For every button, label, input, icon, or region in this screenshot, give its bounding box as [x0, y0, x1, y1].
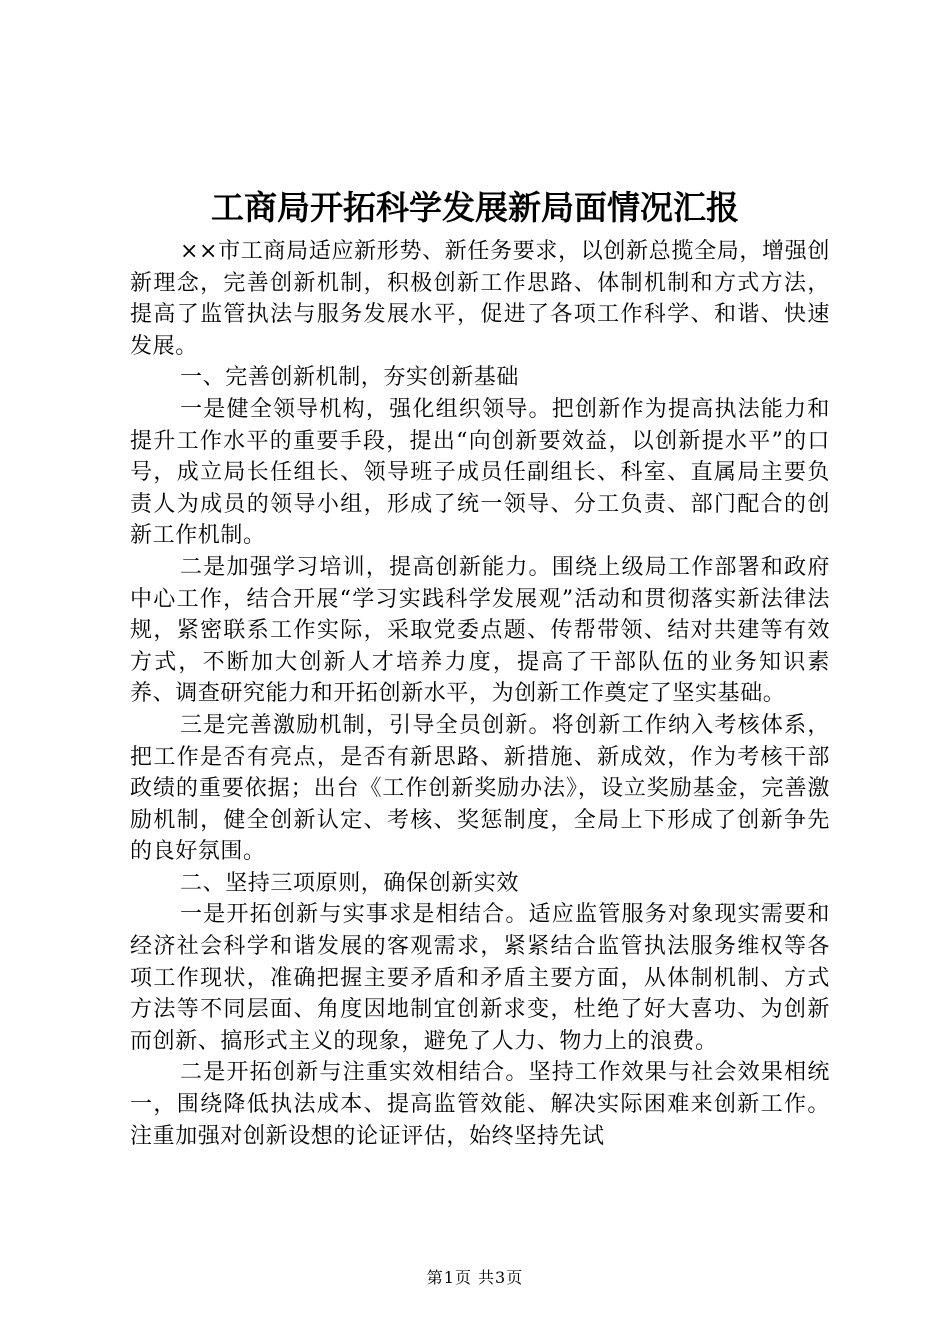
section-heading-1: 一、完善创新机制，夯实创新基础	[180, 365, 520, 391]
paragraph-2-1: 一是开拓创新与实事求是相结合。适应监管服务对象现实需要和经济社会科学和谐发展的客观需求，紧紧结合监管执法服务维权等各项工作现状，准确把握主要矛盾和矛盾主要方面，从体制机制、方式方法等不同层面、角度因地制宜创新求变，杜绝了好大喜功、为创新而创新、搞形式主义的现象，避免了人力、物力上的浪费。	[130, 902, 830, 1054]
page-number-footer: 第1页 共3页	[426, 1268, 524, 1287]
paragraph-1-2: 二是加强学习培训，提高创新能力。围绕上级局工作部署和政府中心工作，结合开展“学习实践科学发展观”活动和贯彻落实新法律法规，紧密联系工作实际，采取党委点题、传帮带领、结对共建等有效方式，不断加大创新人才培养力度，提高了干部队伍的业务知识素养、调查研究能力和开拓创新水平，为创新工作奠定了坚实基础。	[130, 554, 830, 707]
paragraph-1-1: 一是健全领导机构，强化组织领导。把创新作为提高执法能力和提升工作水平的重要手段，提出“向创新要效益，以创新提水平”的口号，成立局长任组长、领导班子成员任副组长、科室、直属局主要负责人为成员的领导小组，形成了统一领导、分工负责、部门配合的创新工作机制。	[130, 396, 830, 549]
document-body	[130, 236, 830, 1152]
section-heading-2: 二、坚持三项原则，确保创新实效	[180, 870, 520, 896]
paragraph-1-3: 三是完善激励机制，引导全员创新。将创新工作纳入考核体系，把工作是否有亮点，是否有新思路、新措施、新成效，作为考核干部政绩的重要依据；出台《工作创新奖励办法》，设立奖励基金，完善激励机制，健全创新认定、考核、奖惩制度，全局上下形成了创新争先的良好氛围。	[130, 712, 830, 865]
document-title: 工商局开拓科学发展新局面情况汇报	[211, 188, 739, 227]
paragraph-intro: ××市工商局适应新形势、新任务要求，以创新总揽全局，增强创新理念，完善创新机制，积极创新工作思路、体制机制和方式方法，提高了监管执法与服务发展水平，促进了各项工作科学、和谐、快速发展。	[130, 239, 830, 359]
paragraph-2-2: 二是开拓创新与注重实效相结合。坚持工作效果与社会效果相统一，围绕降低执法成本、提高监管效能、解决实际困难来创新工作。注重加强对创新设想的论证评估，始终坚持先试	[130, 1060, 830, 1149]
